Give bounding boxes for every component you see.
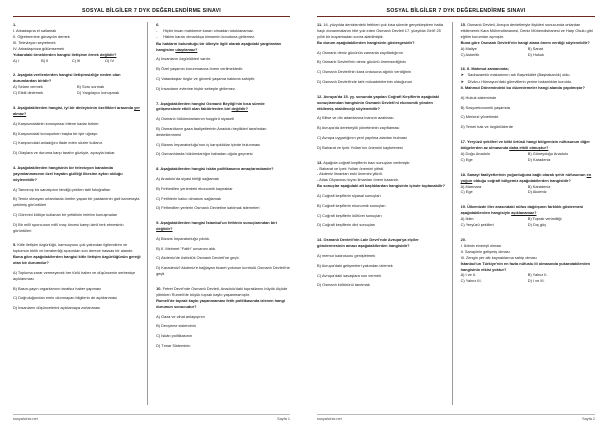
question-2-options-row-2 bbox=[13, 90, 141, 96]
question-10-option-c[interactable]: C) İskân politikasının bbox=[156, 333, 193, 339]
question-18-stem: Sanayi faaliyetlerinin yoğunluğuna bağlı olarak şehir nüfusunun bbox=[467, 171, 587, 177]
question-4-number: 4. bbox=[13, 164, 17, 170]
question-16-stem: II. Mahmut Dönemindeki bu düzenlemeler hangi alanda yapılmıştır? bbox=[460, 85, 585, 91]
question-10-option-b[interactable]: B) Devşirme sisteminin bbox=[156, 323, 196, 329]
question-13-intro: Aşağıda coğrafi keşiflerin bazı sonuçları verilmiştir. bbox=[323, 159, 411, 165]
question-11-stem: Bu durum aşağıdakilerden hangisinin göstergesidir? bbox=[317, 39, 415, 45]
question-20-line-2: II. Sanayinin gelişmiş olması bbox=[460, 248, 510, 254]
question-13-line-3: - Atlas Okyanusu kıyısı limanları önem kazandı. bbox=[317, 177, 399, 183]
question-19-stem-emphasis: açıklanamaz? bbox=[511, 210, 537, 216]
question-3-number: 3. bbox=[13, 105, 17, 111]
question-6-bullets bbox=[156, 28, 290, 40]
question-1-option-b[interactable]: B) II bbox=[41, 57, 49, 63]
page-2-header-rule bbox=[317, 16, 595, 17]
page-2-header-title: SOSYAL BİLGİLER 7 DYK DEĞERLENDİRME SINAVI bbox=[386, 8, 526, 14]
question-9-option-a[interactable]: A) Bizans İmparatorluğu yıkıldı. bbox=[156, 235, 211, 241]
question-12-option-d[interactable]: D) Baharat ve İpek Yolları'nın önemini kaybetmesi bbox=[317, 144, 403, 150]
question-16 bbox=[461, 66, 595, 130]
list-item bbox=[156, 34, 290, 40]
question-6-option-d[interactable]: D) İnsanların evlerine hiçbir sebeple girilemez. bbox=[156, 85, 236, 91]
question-11-option-c[interactable]: C) Osmanlı Devleti'nin kara ordusuna ağırlık verdiğinin bbox=[317, 69, 411, 75]
question-3-option-a[interactable]: A) Karşısındakinin konuşması bitene kadar bekler. bbox=[13, 120, 100, 126]
question-3 bbox=[13, 105, 141, 156]
question-18-option-c[interactable]: C) Ege bbox=[460, 189, 473, 195]
question-18-number: 18. bbox=[460, 171, 466, 177]
question-15-number: 15. bbox=[460, 22, 466, 27]
question-3-option-d[interactable]: D) Olaylara ve duruma karşı tarafın gözüyle, açısıyla bakar. bbox=[13, 150, 116, 156]
question-3-option-b[interactable]: B) Karşısındaki konuşurken başka bir işle uğraşır. bbox=[13, 130, 99, 136]
question-13-option-a[interactable]: A) Coğrafi keşiflerin siyasal sonuçları bbox=[317, 193, 381, 199]
question-1-stem: Yukarıdaki örneklerden hangisi iletişime örnek bbox=[13, 51, 100, 57]
question-11-intro: 16. yüzyılda denizlerdeki fetihleri çok kısa sürede gerçekleştiren hatta haçlı donanmalarını bile yok eden Osmanlı Devleti 17. yüzyılda Girit'i 25 yıllık bir kuşatmadan sonra alabilmiştir. bbox=[317, 22, 443, 39]
question-12-option-c[interactable]: C) Avrupa uygarlığının yeni yayılma alanları bulması bbox=[317, 134, 407, 140]
question-2 bbox=[13, 72, 141, 96]
question-18-options-row-2 bbox=[461, 189, 595, 195]
question-12-stem: Avrupa'da 15. yy. sonunda yapılan Coğrafi Keşiflerin aşağıdaki sonuçlarından hangisinin Osmanlı Devleti'ni ekonomik yönden etkilemiş olabileceği söylenebilir? bbox=[317, 93, 440, 111]
question-6-number: 6. bbox=[156, 22, 160, 27]
question-2-option-a[interactable]: A) Selam vermek bbox=[13, 84, 43, 90]
dash-icon: - bbox=[156, 27, 158, 33]
question-6-option-c[interactable]: C) Vatandaşlar özgür ve güvenli yaşama hakkına sahiptir. bbox=[156, 75, 256, 81]
question-16-option-a[interactable]: A) Hukuk sisteminde bbox=[460, 94, 497, 100]
question-5-option-d[interactable]: D) İnsanların düşüncelerini açıklamaya zorlanması bbox=[13, 305, 101, 311]
question-6-bullet-1: Hiçbir insan mahkeme kararı olmadan tutuklanamaz. bbox=[163, 27, 254, 33]
question-7-number: 7. bbox=[156, 100, 160, 106]
question-19-option-a[interactable]: A) İklim bbox=[460, 216, 474, 222]
question-19-option-c[interactable]: C) Yeryüzü şekilleri bbox=[460, 221, 494, 227]
question-2-option-d[interactable]: D) Yargılayıcı konuşmak bbox=[77, 90, 120, 96]
question-20-option-d[interactable]: D) I ve III. bbox=[527, 278, 545, 284]
question-14 bbox=[317, 237, 446, 288]
question-18-option-a[interactable]: A) Marmara bbox=[460, 183, 482, 189]
question-9 bbox=[156, 220, 290, 277]
question-8-number: 8. bbox=[156, 166, 160, 172]
question-3-stem: Aşağıdakilerden hangisi, iyi bir dinleyicinin özellikleri arasında bbox=[17, 105, 135, 111]
question-20-option-c[interactable]: C) Yalnız III. bbox=[460, 278, 482, 284]
question-7-option-b[interactable]: B) Osmanlıların gaza faaliyetlerinin Anadolu beylikleri tarafından desteklenmesi bbox=[156, 126, 267, 137]
question-17-stem: Yeryüzü şekilleri ve bitki örtüsü hangi bölgemizin nüfusunun diğer bölgelerden az olmasında bbox=[460, 139, 590, 150]
question-9-option-d[interactable]: D) Karadeniz'i Akdeniz'e bağlayan ticaret yolunun kontrolü Osmanlı Devleti'ne geçti. bbox=[156, 265, 290, 277]
page-1-footer bbox=[13, 414, 290, 421]
question-19-number: 19. bbox=[460, 204, 466, 210]
question-12 bbox=[317, 94, 446, 151]
question-18-stem-tail: olduğu coğrafi bölgemiz aşağıdakilerden hangisidir? bbox=[472, 177, 571, 183]
question-1-number: 1. bbox=[13, 22, 17, 27]
question-16-option-b[interactable]: B) Sosyoekonomik yaşamda bbox=[460, 104, 510, 110]
page-1-header-rule bbox=[13, 16, 290, 17]
question-15-option-d[interactable]: D) Hukuk bbox=[527, 51, 544, 57]
question-1-line-1: I. Arkadaşına el sallamak bbox=[13, 27, 57, 33]
question-20 bbox=[461, 237, 595, 284]
question-20-stem: İstanbul'un Türkiye'nin en fazla nüfuslu ili olmasında yukarıdakilerden hangisinin etkisi yoktur? bbox=[460, 260, 590, 272]
question-5-option-b[interactable]: B) Basın-yayın organlarının tarafsız haber yapması bbox=[13, 285, 102, 291]
question-5-stem: Buna göre aşağıdakilerden hangisi kitle iletişim özgürlüğünün gereği olan bir durumdur? bbox=[13, 254, 141, 266]
question-10-number: 10. bbox=[156, 285, 162, 291]
page-2-column-1 bbox=[317, 22, 453, 405]
question-11-option-d[interactable]: D) Osmanlı Devleti'nde taht mücadelelerinin olduğunun bbox=[317, 78, 413, 84]
question-4 bbox=[13, 165, 141, 234]
question-19-option-d[interactable]: D) Dış göç bbox=[527, 221, 547, 227]
footer-page-number: Sayfa 2 bbox=[582, 417, 595, 421]
question-13-option-c[interactable]: C) Coğrafi keşiflerin kültürel sonuçları bbox=[317, 212, 382, 218]
list-item bbox=[156, 28, 290, 34]
question-9-number: 9. bbox=[156, 220, 160, 226]
question-14-option-a[interactable]: A) memur kadrosunu genişletmek bbox=[317, 253, 376, 259]
question-8-option-a[interactable]: A) Anadolu'da siyasi birliği sağlamak bbox=[156, 176, 219, 182]
arrow-bullet-icon: ➤ bbox=[460, 78, 464, 84]
question-14-stem: Osmanlı Devleti'nin Lale Devri'nde Avrupa'ya elçiler göndermesinin amacı aşağıdakilerden hangisidir? bbox=[317, 237, 419, 249]
question-9-option-b[interactable]: B) II. Mehmet "Fatih" unvanını aldı. bbox=[156, 245, 217, 251]
question-11-option-a[interactable]: A) Osmanlı deniz gücünün zamanla zayıfladığının bbox=[317, 49, 403, 55]
question-6-bullet-2: Hâkim kararı olmadıkça kimsenin konutuna girilemez. bbox=[163, 34, 256, 40]
question-10-option-a[interactable]: A) Gaza ve cihat anlayışının bbox=[156, 313, 205, 319]
question-20-line-3: III. Zengin yer altı kaynaklarına sahip olması bbox=[460, 254, 537, 260]
question-20-option-a[interactable]: A) I ve II. bbox=[460, 272, 477, 278]
question-17-option-a[interactable]: A) Doğu Anadolu bbox=[460, 150, 490, 156]
question-6-stem-emphasis: ulaşılamaz? bbox=[175, 46, 198, 52]
page-2-footer bbox=[317, 414, 595, 421]
question-19-options-row-2 bbox=[461, 222, 595, 228]
question-17-option-b[interactable]: B) Güneydoğu Anadolu bbox=[527, 150, 569, 156]
page-1-column-1 bbox=[13, 22, 148, 405]
question-15-option-a[interactable]: A) Maliye bbox=[460, 45, 477, 51]
question-1-line-3: III. Televizyon seyretmek bbox=[13, 39, 56, 45]
question-5-number: 5. bbox=[13, 242, 17, 248]
question-2-number: 2. bbox=[13, 72, 17, 78]
page-1-column-2 bbox=[155, 22, 290, 405]
question-15-options-row-2 bbox=[461, 52, 595, 58]
footer-page-number: Sayfa 1 bbox=[277, 417, 290, 421]
arrow-bullet-icon: ➤ bbox=[460, 72, 464, 78]
question-16-bullet-1: Sadrazamlık makamının adı Başvekâlet (Başbakanlık) oldu. bbox=[467, 72, 571, 78]
question-10-intro: Fetret Devri'nde Osmanlı Devleti, Anadolu'daki topraklarını büyük ölçüde yitirirken Rumeli'de büyük toprak kaybı yaşanmamıştır. bbox=[156, 285, 288, 297]
question-18-option-d[interactable]: D) Akdeniz bbox=[527, 189, 547, 195]
question-7-stem-emphasis: değildir? bbox=[231, 106, 248, 112]
question-15-stem: Buna göre Osmanlı Devleti'nin hangi alana önem verdiği söylenebilir? bbox=[460, 39, 590, 45]
question-13-line-2: - Akdeniz limanları eski önemini yitirdi. bbox=[317, 171, 383, 177]
question-1-option-c[interactable]: C) III bbox=[71, 57, 81, 63]
question-9-stem: Aşağıdakilerden hangisi İstanbul'un fethinin sonuçlarından biri bbox=[160, 220, 277, 226]
question-2-stem: Aşağıda verilenlerden hangisi iletişimsizliğe neden olan durumlardan biridir? bbox=[13, 72, 121, 84]
question-19-option-b[interactable]: B) Toprak verimliliği bbox=[527, 216, 562, 222]
question-14-option-b[interactable]: B) Avrupa'daki gelişmeleri yakından izlemek bbox=[317, 262, 393, 268]
page-2-columns bbox=[317, 22, 595, 405]
question-16-option-c[interactable]: C) Merkezi yönetimde bbox=[460, 114, 499, 120]
list-item bbox=[461, 79, 595, 85]
question-6-stem: Bu hakların bulunduğu bir ülkeyle ilgili olarak aşağıdaki yargılardan hangisine bbox=[156, 40, 282, 52]
question-1-line-2: II. Öğretmenine günaydın demek bbox=[13, 33, 70, 39]
question-10-option-d[interactable]: D) Tımar Sisteminin bbox=[156, 342, 191, 348]
question-12-number: 12. bbox=[317, 93, 323, 99]
question-1 bbox=[13, 22, 141, 63]
question-17-stem-emphasis: daha etkili olmuştur? bbox=[509, 145, 549, 150]
question-1-option-a[interactable]: A) I bbox=[13, 57, 20, 63]
list-item bbox=[461, 72, 595, 78]
question-13-number: 13. bbox=[317, 159, 323, 165]
question-4-option-c[interactable]: C) Görevini kötüye kullanan bir yetkilinin telefon konuşmaları bbox=[13, 212, 118, 218]
question-5 bbox=[13, 242, 141, 311]
question-17-options-row-2 bbox=[461, 157, 595, 163]
question-15-intro: Osmanlı Devleti, Avrupa devletleriyle ilişkileri sonucunda onlardan etkilenerek Kara Mühendishanesi, Deniz Mühendishanesi ve Harp Okulu gibi eğitim kurumları açmıştır. bbox=[460, 22, 593, 39]
question-16-intro: II. Mahmut zamanında; bbox=[467, 66, 509, 72]
page-1-columns bbox=[13, 22, 290, 405]
dash-icon: - bbox=[156, 34, 158, 40]
question-18-option-b[interactable]: B) Karadeniz bbox=[527, 183, 551, 189]
question-7-option-d[interactable]: D) Osmanlılarda hükümdarlığın babadan oğula geçmesi bbox=[156, 151, 253, 157]
question-17 bbox=[461, 139, 595, 163]
question-2-option-c[interactable]: C) Etkili dinlemek bbox=[13, 90, 44, 96]
question-18 bbox=[461, 172, 595, 196]
question-12-option-a[interactable]: A) Kilise ve din adamlarına inancın azalması bbox=[317, 115, 394, 121]
footer-site-label: sosyalciniz.net bbox=[317, 417, 342, 421]
question-4-option-b[interactable]: B) Temiz olmayan ortamlarda üretim yapan bir pastanenin gizli kamerayla çekilmiş görüntüleri bbox=[13, 196, 140, 208]
question-4-option-a[interactable]: A) Tanınmış bir sanatçının bindiği çekilen tatil fotoğrafları bbox=[13, 186, 111, 192]
question-15-option-b[interactable]: B) Sanat bbox=[527, 45, 543, 51]
question-5-option-c[interactable]: C) Doğruluğundan emin olunmayan bilgilerin de açıklanması bbox=[13, 295, 118, 301]
exam-page-2 bbox=[304, 0, 608, 425]
question-13-line-1: - Baharat ve İpek Yolları önemini yitirdi. bbox=[317, 165, 385, 171]
question-3-option-c[interactable]: C) Karşısındaki anladığını ifade eden sözler kullanır. bbox=[13, 140, 103, 146]
question-8-option-b[interactable]: B) Fethedilen yerlerdeki ekonomik kaynaklar bbox=[156, 185, 233, 191]
question-1-stem-emphasis: değildir? bbox=[99, 51, 117, 57]
question-8-option-d[interactable]: D) Fethedilen yerlerin Osmanlı Devletine katılmak istemeleri bbox=[156, 205, 260, 211]
question-6-option-b[interactable]: B) Özel yaşamın korunmasına önem verilmektedir. bbox=[156, 66, 244, 72]
question-6 bbox=[156, 22, 290, 92]
question-17-option-d[interactable]: D) Karadeniz bbox=[527, 156, 551, 162]
question-13-stem: Bu sonuçlar aşağıdaki alt başlıklardan hangisinin içinde toplanabilir? bbox=[317, 183, 445, 189]
question-20-option-b[interactable]: B) Yalnız II. bbox=[527, 272, 548, 278]
question-17-option-c[interactable]: C) Ege bbox=[460, 156, 473, 162]
question-13-option-b[interactable]: B) Coğrafi keşiflerin ekonomik sonuçları bbox=[317, 202, 386, 208]
question-11-number: 11. bbox=[317, 22, 323, 27]
question-7-stem: Aşağıdakilerden hangisi Osmanlı Beyliği'nin kısa sürede gelişmesinde etkili olan faktörlerden biri bbox=[156, 100, 265, 112]
question-15 bbox=[461, 22, 595, 57]
question-7-option-c[interactable]: C) Bizans İmparatorluğu'nun iç karışıklıklar içinde bulunması bbox=[156, 141, 261, 147]
page-2-column-2 bbox=[460, 22, 595, 405]
question-4-option-d[interactable]: D) Bir millî sporcunun millî maç öncesi kamp izinli terk etmesinin görüntüleri bbox=[13, 221, 124, 233]
question-13 bbox=[317, 160, 446, 229]
question-3-stem-emphasis: yer almaz? bbox=[13, 105, 140, 117]
question-14-option-d[interactable]: D) Osmanlı kültürünü tanıtmak bbox=[317, 282, 370, 288]
question-7-option-a[interactable]: A) Osmanlı hükümdarlarının hoşgörü siyaseti bbox=[156, 116, 234, 122]
question-16-number: 16. bbox=[460, 66, 466, 72]
question-16-option-d[interactable]: D) Temel hak ve özgürlüklerde bbox=[460, 124, 514, 130]
question-10-stem: Rumeli'de toprak kaybı yaşanmaması fetih politikasında izlenen hangi durumun sonucudur? bbox=[156, 297, 285, 309]
question-1-line-4: IV. Arkadaşınıza gülümsemek bbox=[13, 45, 65, 51]
question-17-number: 17. bbox=[460, 139, 466, 145]
footer-site-label: sosyalciniz.net bbox=[13, 417, 38, 421]
question-5-option-a[interactable]: A) Topluma zarar vermeyecek her türlü haber ve düşüncenin serbestçe açıklanması bbox=[13, 270, 136, 281]
question-20-options-row-2 bbox=[461, 278, 595, 284]
question-11 bbox=[317, 22, 446, 85]
question-8-stem: Aşağıdakilerden hangisi iskân politikasının amaçlarındandır? bbox=[160, 166, 274, 172]
question-9-stem-emphasis: değildir? bbox=[156, 226, 173, 232]
question-1-option-d[interactable]: D) IV bbox=[105, 57, 115, 63]
question-13-option-d[interactable]: D) Coğrafi keşiflerin dini sonuçları bbox=[317, 222, 376, 228]
question-1-options bbox=[13, 58, 141, 64]
question-14-option-c[interactable]: C) Avrupa'daki savaşlara son vermek bbox=[317, 272, 382, 278]
question-4-stem: Aşağıdakilerden hangisinin bir televizyon kanalında yayımlanmasının özel hayatın gizliliği ilkesine aykırı olduğu söylenebilir? bbox=[13, 164, 123, 182]
question-10 bbox=[156, 286, 290, 349]
question-20-line-1: I. İklimin elverişli olması bbox=[460, 242, 502, 248]
question-16-bullets bbox=[461, 72, 595, 84]
question-7 bbox=[156, 101, 290, 158]
question-6-option-a[interactable]: A) İnsanların özgürlükleri vardır. bbox=[156, 56, 212, 62]
question-14-number: 14. bbox=[317, 237, 323, 243]
question-8-option-c[interactable]: C) Fetihlerin kalıcı olmasını sağlamak bbox=[156, 195, 221, 201]
question-19 bbox=[461, 204, 595, 228]
question-11-option-b[interactable]: B) Osmanlı Devleti'nin deniz gücünü önemsediğinin bbox=[317, 59, 406, 65]
question-9-option-c[interactable]: C) Akdeniz'de üstünlük Osmanlı Devleti'ne geçti. bbox=[156, 255, 240, 261]
question-2-option-b[interactable]: B) Soru sormak bbox=[77, 84, 105, 90]
question-20-number: 20. bbox=[460, 236, 466, 242]
question-18-stem-emphasis: en yoğun bbox=[460, 171, 592, 183]
question-5-intro: Kitle iletişim özgürlüğü, kamuoyunu çok yakından ilgilendiren ve toplumun birlik ve beraberliği açısından son derece hassas bir alandır. bbox=[13, 242, 134, 254]
page-1-header-title: SOSYAL BİLGİLER 7 DYK DEĞERLENDİRME SINAVI bbox=[82, 8, 221, 14]
question-8 bbox=[156, 166, 290, 211]
question-15-option-c[interactable]: C) Askerlik bbox=[460, 51, 480, 57]
question-19-stem: Ülkemizde iller arasındaki nüfus dağılışının farklılık göstermesi aşağıdakilerden hangisiyle bbox=[460, 204, 584, 216]
question-12-option-b[interactable]: B) Avrupa'da derebeylik yönetiminin zayıflaması bbox=[317, 125, 400, 131]
question-16-bullet-2: Dîvân-ı Hümayun'daki görevlilerin yerine bakanlıklar kuruldu. bbox=[467, 78, 573, 84]
